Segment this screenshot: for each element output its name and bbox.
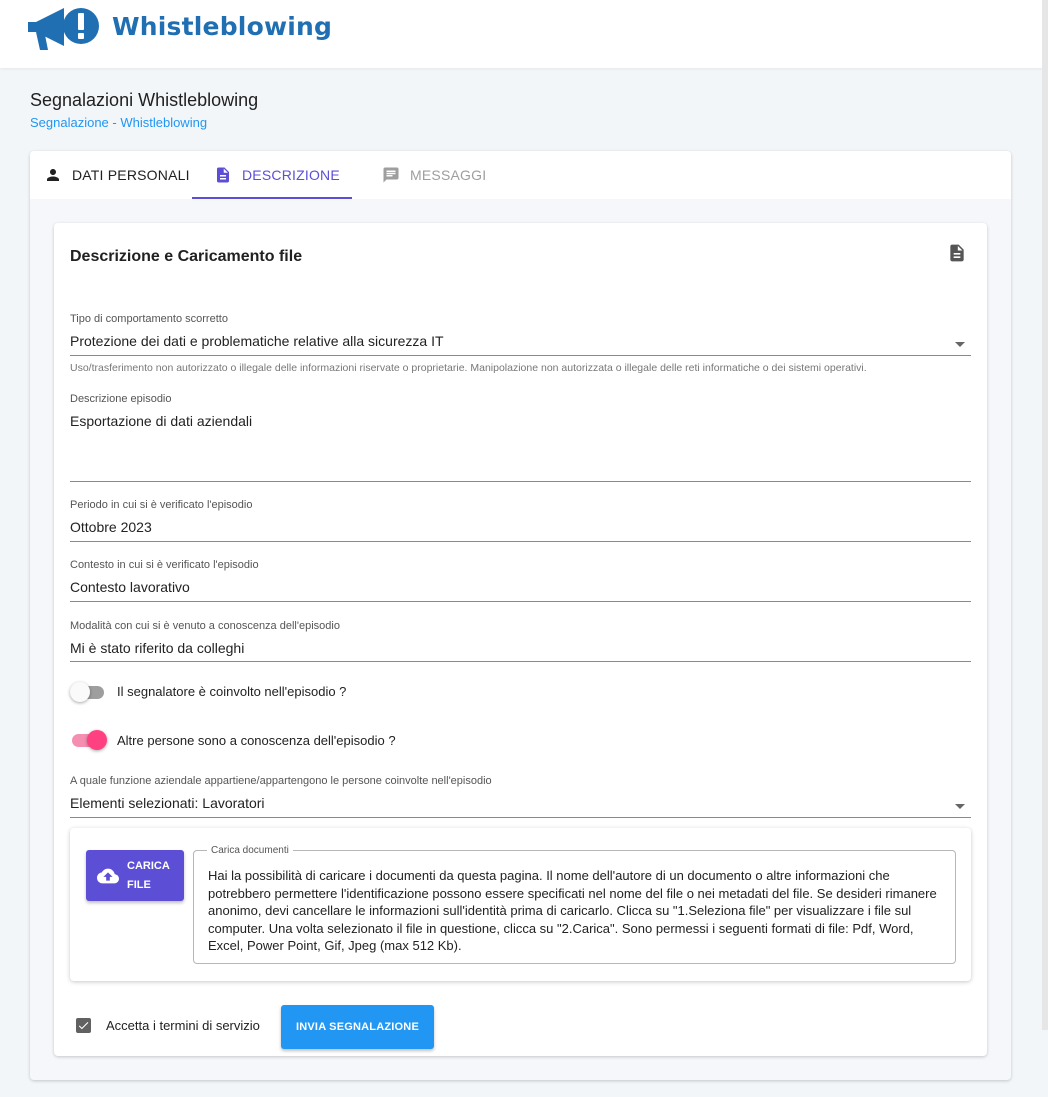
app-name: Whistleblowing xyxy=(112,12,333,41)
field-hint: Uso/trasferimento non autorizzato o illegale delle informazioni riservate o proprietarie. Manipolazione non autorizzata o illegale delle reti informatiche o dei sistemi operativi. xyxy=(70,362,867,374)
person-icon xyxy=(44,166,62,184)
scrollbar[interactable] xyxy=(1042,0,1048,1030)
field-underline xyxy=(70,481,971,482)
field-label: A quale funzione aziendale appartiene/appartengono le persone coinvolte nell'episodio xyxy=(70,775,492,787)
department-select[interactable] xyxy=(70,775,971,819)
upload-button-label: CARICA FILE xyxy=(127,859,170,891)
switch-label: Altre persone sono a conoscenza dell'episodio ? xyxy=(117,733,396,748)
checkmark-icon xyxy=(77,1019,90,1032)
page-title: Segnalazioni Whistleblowing xyxy=(30,90,259,110)
description-form-card xyxy=(54,223,987,1056)
tab-bar xyxy=(30,151,1011,199)
form-title: Descrizione e Caricamento file xyxy=(70,248,303,265)
document-icon xyxy=(214,166,232,184)
message-icon xyxy=(382,166,400,184)
terms-checkbox[interactable] xyxy=(76,1018,91,1033)
tab-label: MESSAGGI xyxy=(410,167,487,183)
cloud-upload-icon xyxy=(97,865,119,887)
field-label: Tipo di comportamento scorretto xyxy=(70,313,228,325)
field-value: Esportazione di dati aziendali xyxy=(70,413,253,429)
upload-instructions: Hai la possibilità di caricare i documenti da questa pagina. Il nome dell'autore di un documento o altre informazioni che potrebbero permettere l'identificazione possono essere specificati nel nome del file o nei metadati del file. Se desideri rimanere anonimo, devi cancellare le informazioni sull'identità prima di caricarlo. Clicca su "1.Seleziona file" per visualizzare i file sul computer. Una volta selezionato il file in questione, clicca su "2.Carica". Sono permessi i seguenti formati di file: Pdf, Word, Excel, Power Point, Gif, Jpeg (max 512 Kb). xyxy=(208,868,937,953)
knowledge-mode-input[interactable] xyxy=(70,620,971,664)
field-underline xyxy=(70,355,971,356)
field-label: Modalità con cui si è venuto a conoscenza dell'episodio xyxy=(70,620,340,632)
terms-label: Accetta i termini di servizio xyxy=(106,1018,260,1033)
upload-info-box xyxy=(193,845,956,964)
field-value: Ottobre 2023 xyxy=(70,519,152,535)
chevron-down-icon xyxy=(955,804,965,809)
field-value: Elementi selezionati: Lavoratori xyxy=(70,795,265,811)
switch-knob xyxy=(70,682,90,702)
tab-label: DESCRIZIONE xyxy=(242,167,340,183)
tab-messages[interactable] xyxy=(382,151,486,199)
upload-file-button[interactable] xyxy=(86,850,184,901)
field-label: Periodo in cui si è verificato l'episodio xyxy=(70,499,253,511)
field-value: Mi è stato riferito da colleghi xyxy=(70,640,245,656)
report-card xyxy=(30,151,1011,1080)
field-underline xyxy=(70,661,971,662)
submit-report-button[interactable]: INVIA SEGNALAZIONE xyxy=(281,1005,434,1049)
context-input[interactable] xyxy=(70,559,971,603)
field-label: Contesto in cui si è verificato l'episodio xyxy=(70,559,259,571)
field-value: Contesto lavorativo xyxy=(70,579,190,595)
upload-panel xyxy=(70,828,971,981)
tab-personal-data[interactable] xyxy=(44,151,190,199)
field-underline xyxy=(70,817,971,818)
chevron-down-icon xyxy=(955,342,965,347)
active-tab-indicator xyxy=(192,197,352,199)
upload-legend: Carica documenti xyxy=(207,845,293,856)
period-input[interactable] xyxy=(70,499,971,543)
others-aware-switch[interactable] xyxy=(70,729,106,751)
document-icon xyxy=(947,243,967,263)
tab-description[interactable] xyxy=(214,151,340,199)
description-textarea[interactable] xyxy=(70,393,971,483)
field-label: Descrizione episodio xyxy=(70,393,172,405)
switch-knob xyxy=(87,730,107,750)
terms-row xyxy=(76,1018,260,1033)
misconduct-type-select[interactable] xyxy=(70,313,971,357)
reporter-involved-switch[interactable] xyxy=(70,681,106,703)
top-bar xyxy=(0,0,1048,68)
breadcrumb[interactable]: Segnalazione - Whistleblowing xyxy=(30,115,208,130)
megaphone-logo-icon xyxy=(26,2,100,56)
tab-label: DATI PERSONALI xyxy=(72,167,190,183)
field-underline xyxy=(70,601,971,602)
field-underline xyxy=(70,541,971,542)
switch-label: Il segnalatore è coinvolto nell'episodio ? xyxy=(117,684,347,699)
field-value: Protezione dei dati e problematiche relative alla sicurezza IT xyxy=(70,333,444,349)
